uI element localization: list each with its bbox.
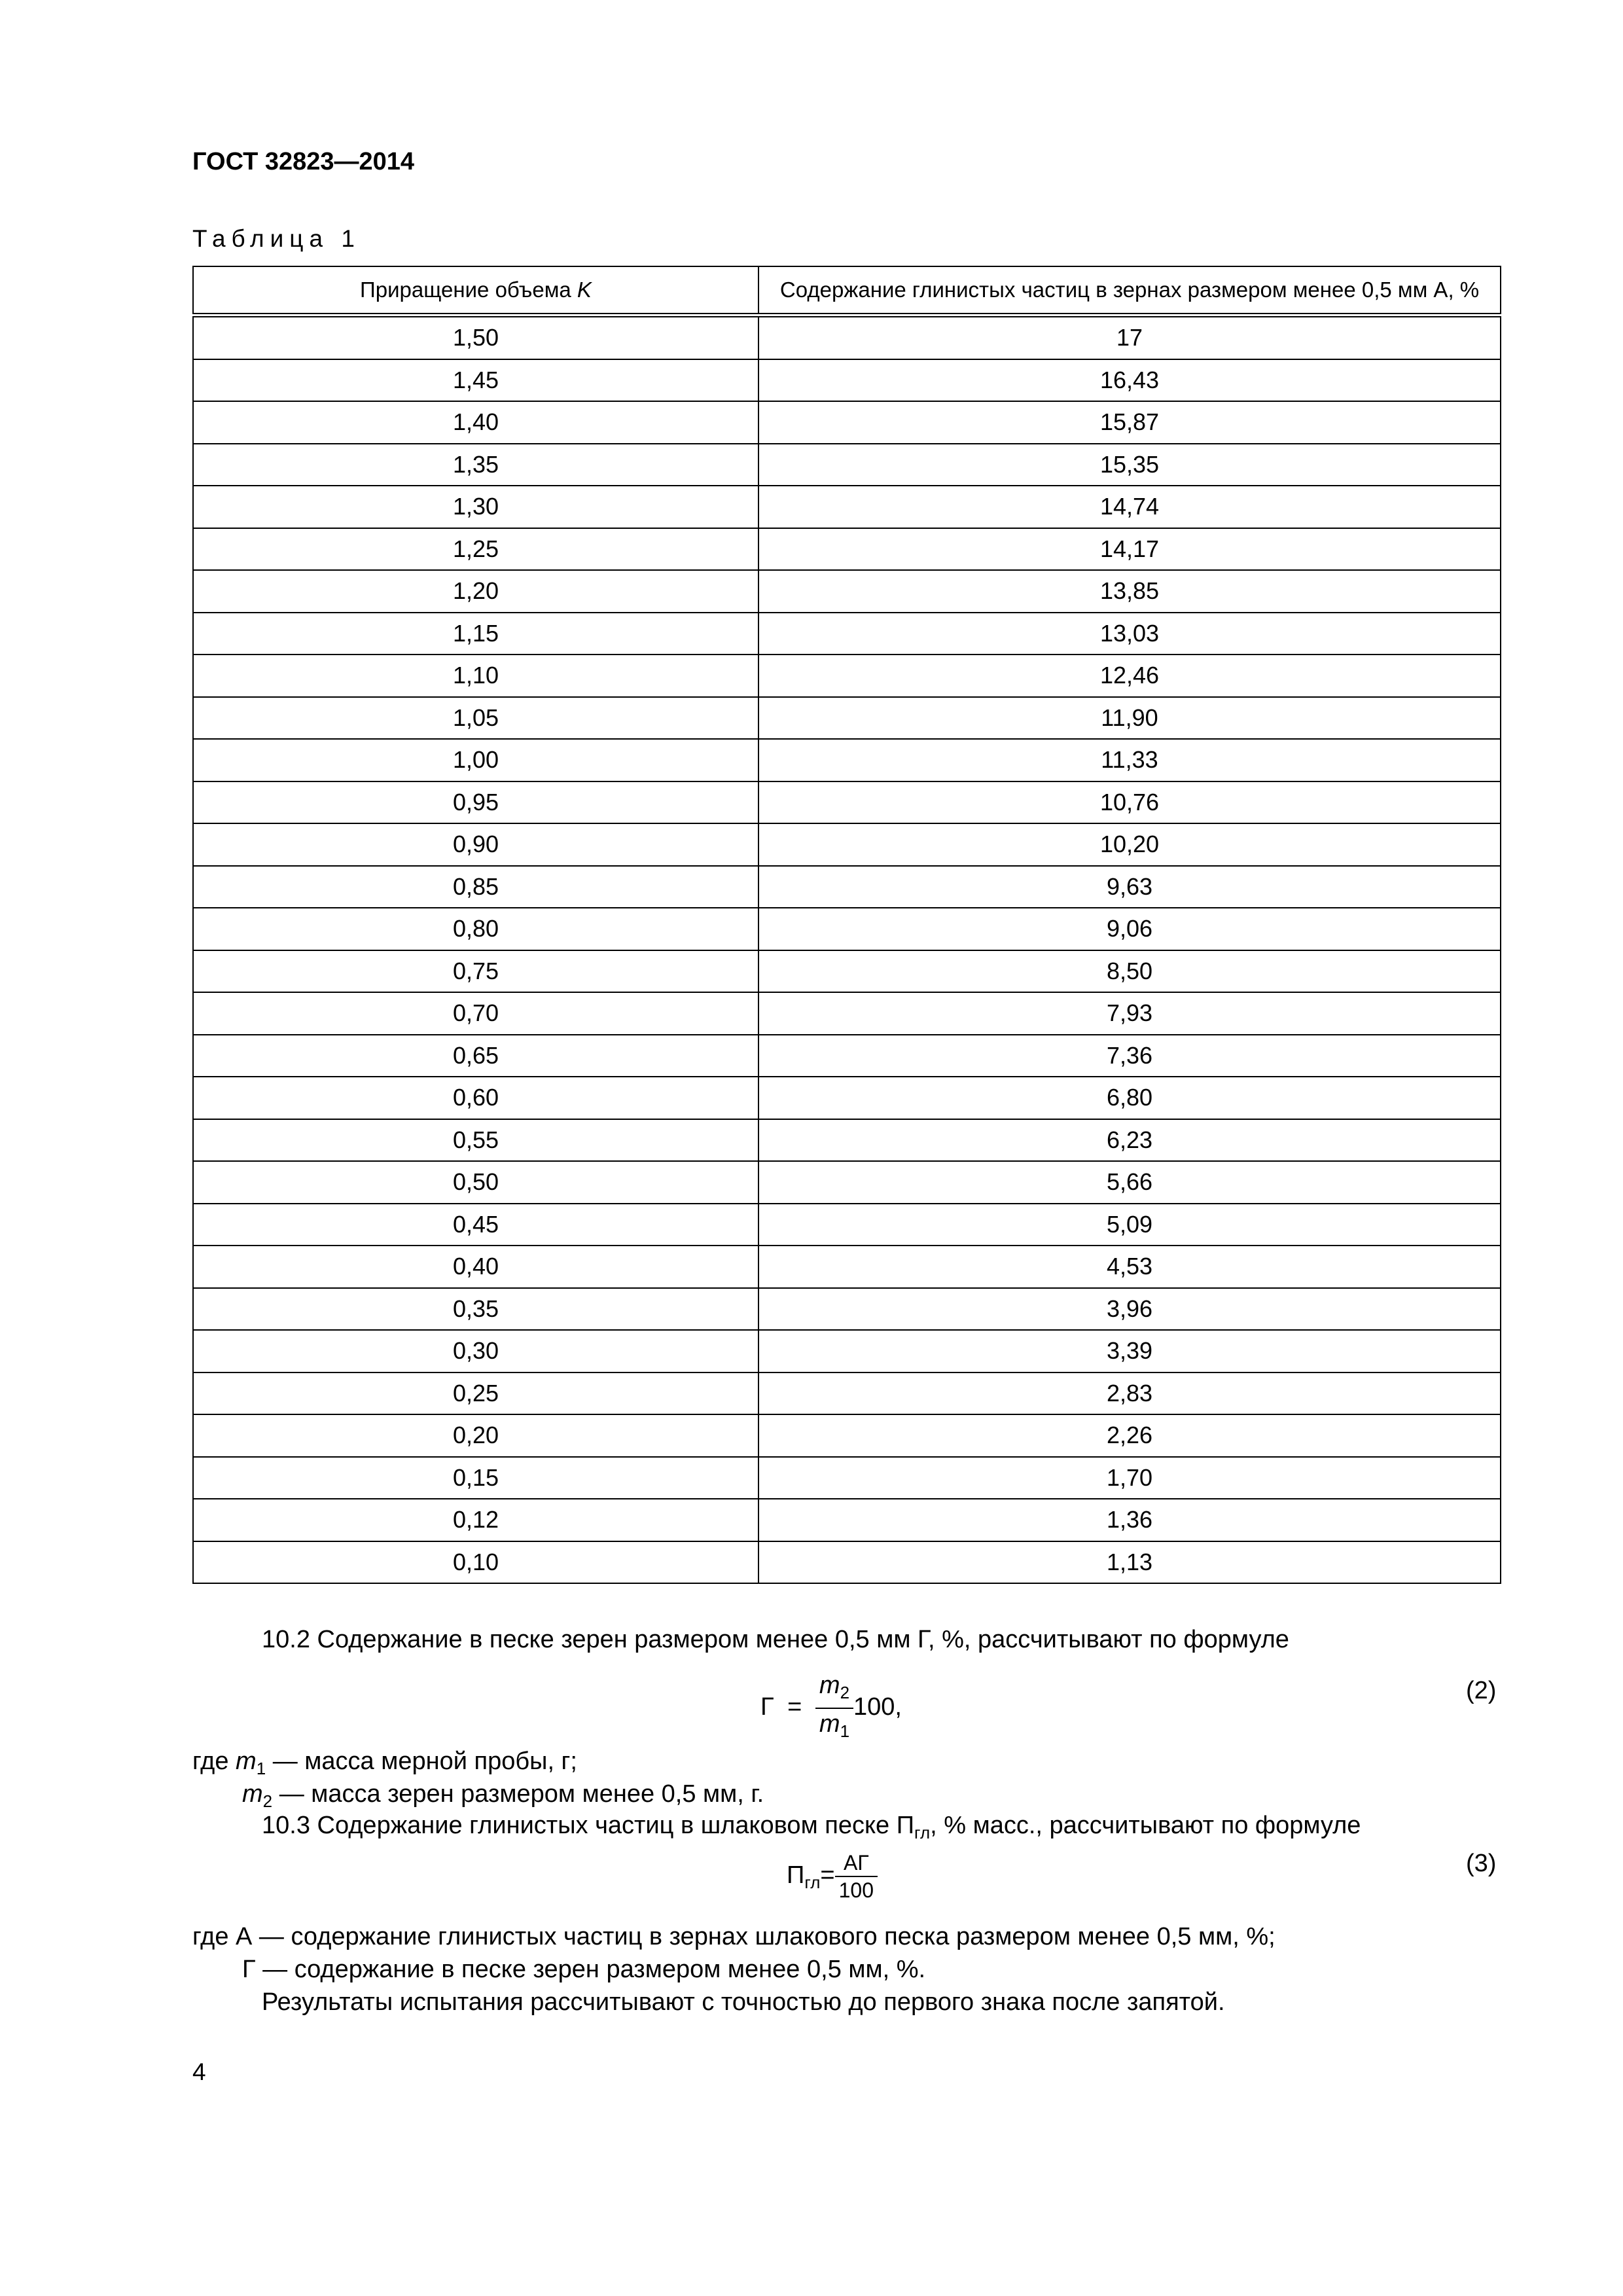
- table-row: [193, 315, 1501, 359]
- table-row: [193, 1457, 1501, 1499]
- cell-volume-increment: 1,50: [193, 315, 758, 359]
- cell-clay-content: 11,33: [758, 739, 1501, 781]
- cell-volume-increment: 0,20: [193, 1414, 758, 1457]
- cell-clay-content: 13,85: [758, 570, 1501, 613]
- cell-clay-content: 10,76: [758, 781, 1501, 824]
- data-table: [192, 266, 1501, 1584]
- table-row: [193, 1330, 1501, 1372]
- cell-volume-increment: 1,40: [193, 401, 758, 444]
- document-title: ГОСТ 32823—2014: [192, 148, 415, 175]
- cell-volume-increment: 1,15: [193, 613, 758, 655]
- cell-volume-increment: 0,30: [193, 1330, 758, 1372]
- table-row: [193, 613, 1501, 655]
- column-header-volume-increment: Приращение объема K: [193, 266, 758, 315]
- cell-clay-content: 12,46: [758, 655, 1501, 697]
- table-row: [193, 1288, 1501, 1331]
- table-row: [193, 359, 1501, 402]
- cell-volume-increment: 1,05: [193, 697, 758, 740]
- table-row: [193, 1246, 1501, 1288]
- cell-clay-content: 9,06: [758, 908, 1501, 950]
- cell-clay-content: 5,09: [758, 1204, 1501, 1246]
- cell-clay-content: 13,03: [758, 613, 1501, 655]
- cell-volume-increment: 1,10: [193, 655, 758, 697]
- cell-clay-content: 16,43: [758, 359, 1501, 402]
- table-row: [193, 781, 1501, 824]
- table-row: [193, 823, 1501, 866]
- table-row: [193, 739, 1501, 781]
- cell-volume-increment: 0,40: [193, 1246, 758, 1288]
- table-row: [193, 866, 1501, 908]
- table-row: [193, 1204, 1501, 1246]
- cell-volume-increment: 1,25: [193, 528, 758, 571]
- paragraph-10-2: 10.2 Содержание в песке зерен размером менее 0,5 мм Г, %, рассчитывают по формуле: [262, 1626, 1289, 1653]
- cell-clay-content: 6,23: [758, 1119, 1501, 1162]
- table-row: [193, 570, 1501, 613]
- cell-clay-content: 11,90: [758, 697, 1501, 740]
- table-row: [193, 992, 1501, 1035]
- cell-volume-increment: 1,00: [193, 739, 758, 781]
- table-row: [193, 1499, 1501, 1541]
- cell-volume-increment: 0,25: [193, 1372, 758, 1415]
- cell-clay-content: 15,87: [758, 401, 1501, 444]
- where-a: где А — содержание глинистых частиц в зернах шлакового песка размером менее 0,5 мм, %;: [192, 1923, 1275, 1950]
- cell-volume-increment: 1,30: [193, 486, 758, 528]
- equation-number-2: (2): [1466, 1677, 1497, 1704]
- cell-volume-increment: 0,12: [193, 1499, 758, 1541]
- cell-clay-content: 17: [758, 315, 1501, 359]
- cell-volume-increment: 0,15: [193, 1457, 758, 1499]
- cell-volume-increment: 0,70: [193, 992, 758, 1035]
- table-row: [193, 1541, 1501, 1584]
- cell-volume-increment: 0,60: [193, 1077, 758, 1119]
- cell-clay-content: 4,53: [758, 1246, 1501, 1288]
- formula-3: $П_{гл}=$ $\frac{АГ}{100}$: [787, 1850, 878, 1903]
- cell-clay-content: 14,17: [758, 528, 1501, 571]
- where-m1: где $m_1$ — масса мерной пробы, г;: [192, 1748, 577, 1778]
- cell-volume-increment: 1,20: [193, 570, 758, 613]
- table-row: [193, 528, 1501, 571]
- equation-number-3: (3): [1466, 1850, 1497, 1877]
- table-row: [193, 486, 1501, 528]
- cell-volume-increment: 0,85: [193, 866, 758, 908]
- table-row: [193, 1372, 1501, 1415]
- cell-volume-increment: 1,35: [193, 444, 758, 486]
- cell-clay-content: 1,36: [758, 1499, 1501, 1541]
- table-header-row: [193, 266, 1501, 315]
- cell-clay-content: 10,20: [758, 823, 1501, 866]
- cell-volume-increment: 0,75: [193, 950, 758, 993]
- page-number: 4: [192, 2058, 206, 2085]
- cell-volume-increment: 0,80: [193, 908, 758, 950]
- table-row: [193, 1077, 1501, 1119]
- table-row: [193, 908, 1501, 950]
- cell-clay-content: 14,74: [758, 486, 1501, 528]
- cell-volume-increment: 0,35: [193, 1288, 758, 1331]
- table-caption: Таблица 1: [192, 225, 361, 252]
- table-row: [193, 1161, 1501, 1204]
- cell-volume-increment: 0,55: [193, 1119, 758, 1162]
- cell-clay-content: 6,80: [758, 1077, 1501, 1119]
- table-row: [193, 655, 1501, 697]
- table-row: [193, 1035, 1501, 1077]
- table-row: [193, 401, 1501, 444]
- cell-clay-content: 3,96: [758, 1288, 1501, 1331]
- cell-clay-content: 1,13: [758, 1541, 1501, 1584]
- formula-3-fraction: $\frac{АГ}{100}$: [835, 1850, 878, 1903]
- cell-volume-increment: 0,90: [193, 823, 758, 866]
- cell-clay-content: 7,93: [758, 992, 1501, 1035]
- formula-2: Г = $\frac{m_2}{m_1}$ 100,: [760, 1670, 902, 1746]
- where-g: Г — содержание в песке зерен размером менее 0,5 мм, %.: [242, 1956, 926, 1983]
- cell-volume-increment: 0,10: [193, 1541, 758, 1584]
- cell-clay-content: 2,83: [758, 1372, 1501, 1415]
- cell-volume-increment: 0,50: [193, 1161, 758, 1204]
- table-row: [193, 444, 1501, 486]
- result-note: Результаты испытания рассчитывают с точностью до первого знака после запятой.: [262, 1988, 1225, 2016]
- cell-clay-content: 15,35: [758, 444, 1501, 486]
- table-row: [193, 1119, 1501, 1162]
- where-m2: $m_2$ — масса зерен размером менее 0,5 мм, г.: [242, 1780, 764, 1811]
- cell-clay-content: 2,26: [758, 1414, 1501, 1457]
- cell-clay-content: 7,36: [758, 1035, 1501, 1077]
- cell-clay-content: 3,39: [758, 1330, 1501, 1372]
- column-header-clay-content: Содержание глинистых частиц в зернах размером менее 0,5 мм А, %: [758, 266, 1501, 315]
- cell-clay-content: 9,63: [758, 866, 1501, 908]
- cell-clay-content: 1,70: [758, 1457, 1501, 1499]
- cell-volume-increment: 0,95: [193, 781, 758, 824]
- cell-clay-content: 5,66: [758, 1161, 1501, 1204]
- cell-volume-increment: 1,45: [193, 359, 758, 402]
- table-row: [193, 950, 1501, 993]
- paragraph-10-3: 10.3 Содержание глинистых частиц в шлаковом песке $П_{гл}$, % масс., рассчитывают по формуле: [262, 1812, 1361, 1842]
- table-row: [193, 697, 1501, 740]
- cell-volume-increment: 0,65: [193, 1035, 758, 1077]
- cell-clay-content: 8,50: [758, 950, 1501, 993]
- table-row: [193, 1414, 1501, 1457]
- cell-volume-increment: 0,45: [193, 1204, 758, 1246]
- formula-2-fraction: $\frac{m_2}{m_1}$: [815, 1670, 853, 1746]
